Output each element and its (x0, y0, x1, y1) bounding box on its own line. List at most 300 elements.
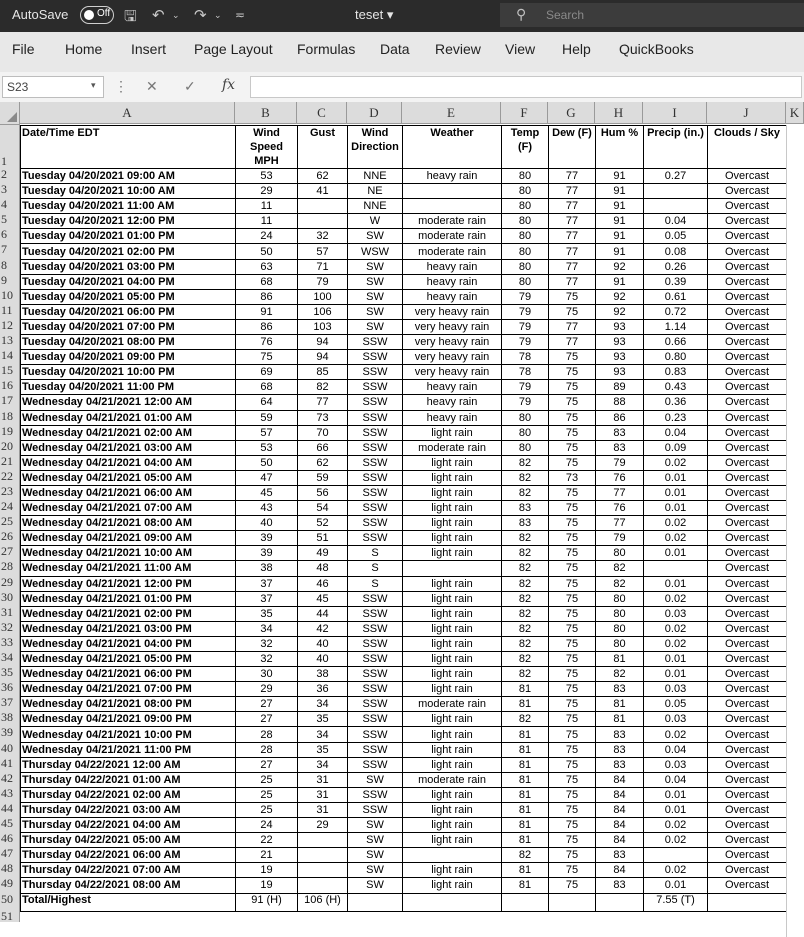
cell-wind-direction[interactable]: SW (348, 229, 403, 244)
cell-wind-direction[interactable]: SW (348, 818, 403, 833)
cell-precip[interactable]: 0.43 (644, 380, 708, 395)
cell-wind-speed[interactable]: 69 (236, 365, 298, 380)
row-header[interactable]: 18 (1, 408, 13, 423)
total-cell-precip[interactable]: 7.55 (T) (644, 893, 708, 911)
menu-file[interactable]: File (12, 41, 35, 57)
cell-wind-speed[interactable]: 53 (236, 440, 298, 455)
cell-gust[interactable]: 85 (298, 365, 348, 380)
cell-wind-speed[interactable]: 63 (236, 259, 298, 274)
cell-clouds[interactable]: Overcast (708, 863, 787, 878)
cell-precip[interactable]: 0.03 (644, 712, 708, 727)
cell-datetime[interactable]: Tuesday 04/20/2021 10:00 AM (21, 184, 236, 199)
row-header[interactable]: 23 (1, 483, 13, 498)
cell-weather[interactable] (403, 848, 502, 863)
header-cell-temp[interactable]: Temp (F) (502, 126, 549, 169)
name-box[interactable] (2, 76, 104, 98)
row-header[interactable]: 37 (1, 695, 13, 710)
cell-precip[interactable]: 0.01 (644, 546, 708, 561)
cell-wind-speed[interactable]: 19 (236, 863, 298, 878)
cell-dew[interactable]: 75 (549, 712, 596, 727)
cell-humidity[interactable]: 84 (596, 863, 644, 878)
header-cell-wind-speed[interactable]: Wind Speed MPH (236, 126, 298, 169)
total-cell-datetime[interactable]: Total/Highest (21, 893, 236, 911)
cell-clouds[interactable]: Overcast (708, 848, 787, 863)
cell-dew[interactable]: 77 (549, 259, 596, 274)
cell-wind-speed[interactable]: 37 (236, 591, 298, 606)
cell-wind-direction[interactable]: SW (348, 319, 403, 334)
cell-clouds[interactable]: Overcast (708, 335, 787, 350)
cell-precip[interactable]: 0.01 (644, 485, 708, 500)
cell-humidity[interactable]: 91 (596, 244, 644, 259)
cell-precip[interactable]: 0.09 (644, 440, 708, 455)
cell-weather[interactable]: light rain (403, 818, 502, 833)
cell-datetime[interactable]: Wednesday 04/21/2021 11:00 AM (21, 561, 236, 576)
cell-weather[interactable]: light rain (403, 682, 502, 697)
cell-weather[interactable] (403, 561, 502, 576)
cell-weather[interactable]: light rain (403, 501, 502, 516)
cell-datetime[interactable]: Tuesday 04/20/2021 02:00 PM (21, 244, 236, 259)
cell-wind-direction[interactable]: SW (348, 289, 403, 304)
cell-wind-speed[interactable]: 29 (236, 682, 298, 697)
cell-weather[interactable]: light rain (403, 757, 502, 772)
total-cell-humidity[interactable] (596, 893, 644, 911)
cell-weather[interactable]: heavy rain (403, 410, 502, 425)
cell-weather[interactable] (403, 184, 502, 199)
cell-datetime[interactable]: Wednesday 04/21/2021 01:00 AM (21, 410, 236, 425)
cell-wind-speed[interactable]: 38 (236, 561, 298, 576)
cell-dew[interactable]: 75 (549, 380, 596, 395)
cell-temp[interactable]: 80 (502, 244, 549, 259)
cell-temp[interactable]: 80 (502, 199, 549, 214)
cell-gust[interactable]: 38 (298, 667, 348, 682)
cell-datetime[interactable]: Wednesday 04/21/2021 09:00 AM (21, 531, 236, 546)
undo-icon[interactable]: ↶ (152, 7, 165, 24)
cell-weather[interactable]: light rain (403, 576, 502, 591)
cell-dew[interactable]: 75 (549, 667, 596, 682)
cell-precip[interactable]: 0.05 (644, 229, 708, 244)
cell-humidity[interactable]: 89 (596, 380, 644, 395)
row-header[interactable]: 17 (1, 393, 13, 408)
cell-temp[interactable]: 82 (502, 652, 549, 667)
cell-precip[interactable]: 0.02 (644, 621, 708, 636)
cell-wind-direction[interactable]: SW (348, 878, 403, 893)
cell-humidity[interactable]: 80 (596, 591, 644, 606)
cell-temp[interactable]: 82 (502, 591, 549, 606)
cell-wind-direction[interactable]: WSW (348, 244, 403, 259)
cell-wind-direction[interactable]: SSW (348, 440, 403, 455)
cell-wind-speed[interactable]: 35 (236, 606, 298, 621)
cell-humidity[interactable]: 92 (596, 304, 644, 319)
cell-dew[interactable]: 75 (549, 682, 596, 697)
cell-wind-speed[interactable]: 21 (236, 848, 298, 863)
cell-temp[interactable]: 81 (502, 757, 549, 772)
header-cell-clouds[interactable]: Clouds / Sky (708, 126, 787, 169)
cell-temp[interactable]: 82 (502, 621, 549, 636)
cell-gust[interactable]: 35 (298, 742, 348, 757)
row-header[interactable]: 42 (1, 770, 13, 785)
cell-gust[interactable]: 94 (298, 350, 348, 365)
cell-gust[interactable]: 41 (298, 184, 348, 199)
cell-temp[interactable]: 78 (502, 350, 549, 365)
cell-humidity[interactable]: 81 (596, 697, 644, 712)
row-header[interactable]: 13 (1, 333, 13, 348)
cell-precip[interactable]: 0.23 (644, 410, 708, 425)
cancel-icon[interactable]: ✕ (146, 78, 158, 94)
cell-weather[interactable]: moderate rain (403, 440, 502, 455)
cell-wind-direction[interactable]: SSW (348, 395, 403, 410)
cell-humidity[interactable]: 81 (596, 712, 644, 727)
cell-wind-speed[interactable]: 86 (236, 289, 298, 304)
cell-precip[interactable]: 0.02 (644, 591, 708, 606)
row-header[interactable]: 14 (1, 348, 13, 363)
cell-datetime[interactable]: Thursday 04/22/2021 01:00 AM (21, 772, 236, 787)
cell-dew[interactable]: 75 (549, 757, 596, 772)
cell-humidity[interactable]: 83 (596, 727, 644, 742)
column-header-g[interactable]: G (548, 102, 595, 124)
row-header[interactable]: 7 (1, 242, 7, 257)
cell-gust[interactable]: 49 (298, 546, 348, 561)
row-header[interactable]: 5 (1, 212, 7, 227)
cell-wind-direction[interactable]: SSW (348, 606, 403, 621)
cell-temp[interactable]: 82 (502, 576, 549, 591)
cell-gust[interactable]: 40 (298, 636, 348, 651)
row-header[interactable]: 2 (1, 167, 7, 181)
menu-insert[interactable]: Insert (131, 41, 167, 57)
cell-weather[interactable]: heavy rain (403, 274, 502, 289)
cell-precip[interactable]: 0.04 (644, 742, 708, 757)
menu-quickbooks[interactable]: QuickBooks (619, 41, 694, 57)
cell-wind-direction[interactable]: SSW (348, 455, 403, 470)
cell-dew[interactable]: 77 (549, 274, 596, 289)
cell-humidity[interactable]: 80 (596, 636, 644, 651)
cell-temp[interactable]: 81 (502, 863, 549, 878)
header-cell-gust[interactable]: Gust (298, 126, 348, 169)
cell-dew[interactable]: 77 (549, 319, 596, 334)
row-header[interactable]: 40 (1, 740, 13, 755)
cell-precip[interactable]: 0.03 (644, 757, 708, 772)
customize-toolbar-icon[interactable]: ≂ (235, 8, 246, 22)
cell-gust[interactable]: 34 (298, 697, 348, 712)
cell-temp[interactable]: 79 (502, 395, 549, 410)
row-header[interactable]: 32 (1, 619, 13, 634)
cell-wind-speed[interactable]: 24 (236, 229, 298, 244)
column-header-k[interactable]: K (786, 102, 804, 124)
cell-wind-direction[interactable]: SSW (348, 636, 403, 651)
cell-precip[interactable]: 0.05 (644, 697, 708, 712)
row-header[interactable]: 9 (1, 272, 7, 287)
cell-gust[interactable]: 52 (298, 516, 348, 531)
cell-gust[interactable]: 45 (298, 591, 348, 606)
cell-precip[interactable]: 0.01 (644, 470, 708, 485)
header-cell-weather[interactable]: Weather (403, 126, 502, 169)
cell-wind-speed[interactable]: 32 (236, 652, 298, 667)
total-cell-wind-speed[interactable]: 91 (H) (236, 893, 298, 911)
cell-clouds[interactable]: Overcast (708, 772, 787, 787)
cell-datetime[interactable]: Wednesday 04/21/2021 01:00 PM (21, 591, 236, 606)
cell-precip[interactable]: 0.39 (644, 274, 708, 289)
cell-wind-speed[interactable]: 75 (236, 350, 298, 365)
cell-weather[interactable]: light rain (403, 742, 502, 757)
cell-gust[interactable]: 34 (298, 757, 348, 772)
cell-wind-direction[interactable]: SSW (348, 531, 403, 546)
redo-icon[interactable]: ↷ (194, 7, 207, 24)
cell-gust[interactable]: 40 (298, 652, 348, 667)
cell-datetime[interactable]: Tuesday 04/20/2021 10:00 PM (21, 365, 236, 380)
cell-dew[interactable]: 75 (549, 818, 596, 833)
menu-data[interactable]: Data (380, 41, 410, 57)
cell-dew[interactable]: 75 (549, 365, 596, 380)
cell-clouds[interactable]: Overcast (708, 636, 787, 651)
cell-dew[interactable]: 77 (549, 169, 596, 184)
cell-weather[interactable]: light rain (403, 455, 502, 470)
cell-temp[interactable]: 80 (502, 410, 549, 425)
cell-precip[interactable]: 0.02 (644, 636, 708, 651)
cell-wind-direction[interactable]: SSW (348, 697, 403, 712)
cell-gust[interactable] (298, 863, 348, 878)
cell-precip[interactable]: 0.01 (644, 787, 708, 802)
cell-wind-speed[interactable]: 25 (236, 772, 298, 787)
cell-gust[interactable]: 35 (298, 712, 348, 727)
cell-datetime[interactable]: Wednesday 04/21/2021 09:00 PM (21, 712, 236, 727)
cell-gust[interactable] (298, 833, 348, 848)
cell-gust[interactable]: 56 (298, 485, 348, 500)
cell-clouds[interactable]: Overcast (708, 350, 787, 365)
cell-wind-speed[interactable]: 24 (236, 818, 298, 833)
cell-gust[interactable] (298, 199, 348, 214)
cell-dew[interactable]: 73 (549, 470, 596, 485)
cell-datetime[interactable]: Wednesday 04/21/2021 06:00 PM (21, 667, 236, 682)
cell-clouds[interactable]: Overcast (708, 742, 787, 757)
cell-temp[interactable]: 81 (502, 682, 549, 697)
cell-clouds[interactable]: Overcast (708, 561, 787, 576)
row-header[interactable]: 8 (1, 257, 7, 272)
cell-gust[interactable]: 34 (298, 727, 348, 742)
name-box-dropdown-icon[interactable]: ▾ (91, 80, 96, 90)
cell-humidity[interactable]: 91 (596, 199, 644, 214)
row-header[interactable]: 35 (1, 665, 13, 680)
cell-precip[interactable]: 0.61 (644, 289, 708, 304)
cell-wind-direction[interactable]: SW (348, 833, 403, 848)
row-header[interactable]: 34 (1, 650, 13, 664)
cell-humidity[interactable]: 83 (596, 440, 644, 455)
cell-datetime[interactable]: Tuesday 04/20/2021 01:00 PM (21, 229, 236, 244)
cell-weather[interactable]: moderate rain (403, 229, 502, 244)
cell-gust[interactable]: 66 (298, 440, 348, 455)
cell-temp[interactable]: 82 (502, 848, 549, 863)
cell-wind-direction[interactable]: NNE (348, 169, 403, 184)
row-header[interactable]: 15 (1, 363, 13, 378)
cell-humidity[interactable]: 93 (596, 319, 644, 334)
cell-humidity[interactable]: 76 (596, 470, 644, 485)
cell-datetime[interactable]: Wednesday 04/21/2021 03:00 AM (21, 440, 236, 455)
cell-datetime[interactable]: Thursday 04/22/2021 07:00 AM (21, 863, 236, 878)
menu-review[interactable]: Review (435, 41, 481, 57)
cell-humidity[interactable]: 80 (596, 546, 644, 561)
cell-precip[interactable] (644, 199, 708, 214)
cell-humidity[interactable]: 88 (596, 395, 644, 410)
cell-humidity[interactable]: 82 (596, 561, 644, 576)
row-header[interactable]: 10 (1, 287, 13, 302)
cell-wind-speed[interactable]: 29 (236, 184, 298, 199)
cell-clouds[interactable]: Overcast (708, 229, 787, 244)
more-options-icon[interactable]: ⋮ (114, 78, 128, 94)
cell-dew[interactable]: 75 (549, 606, 596, 621)
row-header[interactable]: 51 (1, 908, 13, 923)
cell-humidity[interactable]: 92 (596, 289, 644, 304)
cell-gust[interactable]: 73 (298, 410, 348, 425)
row-header[interactable]: 48 (1, 861, 13, 876)
cell-precip[interactable]: 0.02 (644, 727, 708, 742)
cell-datetime[interactable]: Wednesday 04/21/2021 04:00 PM (21, 636, 236, 651)
cell-weather[interactable]: light rain (403, 636, 502, 651)
enter-icon[interactable]: ✓ (184, 78, 196, 94)
header-cell-datetime[interactable]: Date/Time EDT (21, 126, 236, 169)
cell-datetime[interactable]: Wednesday 04/21/2021 07:00 PM (21, 682, 236, 697)
cell-precip[interactable]: 0.02 (644, 455, 708, 470)
cell-gust[interactable]: 59 (298, 470, 348, 485)
row-header[interactable]: 29 (1, 574, 13, 589)
cell-humidity[interactable]: 83 (596, 742, 644, 757)
cell-datetime[interactable]: Wednesday 04/21/2021 10:00 AM (21, 546, 236, 561)
menu-home[interactable]: Home (65, 41, 103, 57)
cell-datetime[interactable]: Tuesday 04/20/2021 04:00 PM (21, 274, 236, 289)
cell-dew[interactable]: 75 (549, 636, 596, 651)
cell-precip[interactable]: 0.83 (644, 365, 708, 380)
column-header-i[interactable]: I (643, 102, 707, 124)
cell-humidity[interactable]: 91 (596, 274, 644, 289)
row-header[interactable]: 38 (1, 710, 13, 725)
cell-wind-direction[interactable]: S (348, 561, 403, 576)
cell-gust[interactable]: 100 (298, 289, 348, 304)
cell-datetime[interactable]: Wednesday 04/21/2021 10:00 PM (21, 727, 236, 742)
cell-datetime[interactable]: Tuesday 04/20/2021 05:00 PM (21, 289, 236, 304)
cell-dew[interactable]: 75 (549, 576, 596, 591)
cell-wind-direction[interactable]: SSW (348, 470, 403, 485)
total-cell-gust[interactable]: 106 (H) (298, 893, 348, 911)
cell-gust[interactable]: 71 (298, 259, 348, 274)
cell-clouds[interactable]: Overcast (708, 667, 787, 682)
cell-precip[interactable]: 0.03 (644, 606, 708, 621)
cell-humidity[interactable]: 82 (596, 576, 644, 591)
cell-weather[interactable]: light rain (403, 531, 502, 546)
cell-temp[interactable]: 81 (502, 697, 549, 712)
menu-help[interactable]: Help (562, 41, 591, 57)
cell-wind-speed[interactable]: 27 (236, 757, 298, 772)
cell-gust[interactable]: 42 (298, 621, 348, 636)
cell-dew[interactable]: 75 (549, 863, 596, 878)
cell-weather[interactable]: very heavy rain (403, 335, 502, 350)
header-cell-wind-direction[interactable]: Wind Direction (348, 126, 403, 169)
cell-wind-speed[interactable]: 64 (236, 395, 298, 410)
row-header[interactable]: 4 (1, 197, 7, 212)
cell-weather[interactable]: heavy rain (403, 259, 502, 274)
cell-wind-direction[interactable]: SW (348, 848, 403, 863)
cell-humidity[interactable]: 80 (596, 621, 644, 636)
cell-dew[interactable]: 75 (549, 289, 596, 304)
cell-wind-speed[interactable]: 76 (236, 335, 298, 350)
cell-temp[interactable]: 80 (502, 184, 549, 199)
cell-wind-speed[interactable]: 28 (236, 742, 298, 757)
cell-clouds[interactable]: Overcast (708, 425, 787, 440)
cell-weather[interactable]: heavy rain (403, 289, 502, 304)
cell-gust[interactable]: 31 (298, 802, 348, 817)
row-header[interactable]: 6 (1, 227, 7, 242)
cell-temp[interactable]: 82 (502, 606, 549, 621)
cell-weather[interactable]: light rain (403, 485, 502, 500)
cell-humidity[interactable]: 81 (596, 652, 644, 667)
cell-temp[interactable]: 80 (502, 169, 549, 184)
cell-clouds[interactable]: Overcast (708, 214, 787, 229)
row-header[interactable]: 30 (1, 589, 13, 604)
cell-dew[interactable]: 75 (549, 742, 596, 757)
row-header[interactable]: 41 (1, 755, 13, 770)
cell-clouds[interactable]: Overcast (708, 576, 787, 591)
formula-input[interactable] (250, 76, 802, 98)
cell-clouds[interactable]: Overcast (708, 546, 787, 561)
document-title[interactable]: teset ▾ (355, 7, 394, 22)
total-cell-clouds[interactable] (708, 893, 787, 911)
select-all-button[interactable] (0, 102, 20, 125)
cell-precip[interactable]: 0.01 (644, 576, 708, 591)
cell-weather[interactable]: moderate rain (403, 772, 502, 787)
cell-wind-speed[interactable]: 53 (236, 169, 298, 184)
row-header[interactable]: 39 (1, 725, 13, 740)
cell-clouds[interactable]: Overcast (708, 440, 787, 455)
cell-dew[interactable]: 75 (549, 802, 596, 817)
cell-weather[interactable]: very heavy rain (403, 319, 502, 334)
column-header-d[interactable]: D (347, 102, 402, 124)
cell-dew[interactable]: 75 (549, 697, 596, 712)
cell-clouds[interactable]: Overcast (708, 606, 787, 621)
cell-dew[interactable]: 75 (549, 787, 596, 802)
cell-humidity[interactable]: 92 (596, 259, 644, 274)
cell-wind-speed[interactable]: 68 (236, 380, 298, 395)
cell-clouds[interactable]: Overcast (708, 727, 787, 742)
cell-temp[interactable]: 79 (502, 319, 549, 334)
cell-weather[interactable]: light rain (403, 516, 502, 531)
total-cell-temp[interactable] (502, 893, 549, 911)
cell-temp[interactable]: 83 (502, 501, 549, 516)
cell-precip[interactable]: 0.26 (644, 259, 708, 274)
cell-gust[interactable] (298, 878, 348, 893)
cell-wind-speed[interactable]: 19 (236, 878, 298, 893)
cell-precip[interactable]: 0.02 (644, 818, 708, 833)
cell-gust[interactable]: 94 (298, 335, 348, 350)
cell-humidity[interactable]: 84 (596, 818, 644, 833)
cell-weather[interactable]: light rain (403, 606, 502, 621)
cell-datetime[interactable]: Wednesday 04/21/2021 07:00 AM (21, 501, 236, 516)
cell-datetime[interactable]: Tuesday 04/20/2021 09:00 PM (21, 350, 236, 365)
cell-datetime[interactable]: Thursday 04/22/2021 03:00 AM (21, 802, 236, 817)
row-header[interactable]: 1 (1, 154, 7, 168)
cell-clouds[interactable]: Overcast (708, 184, 787, 199)
cell-gust[interactable]: 51 (298, 531, 348, 546)
cell-precip[interactable]: 0.04 (644, 425, 708, 440)
cell-humidity[interactable]: 86 (596, 410, 644, 425)
cell-temp[interactable]: 80 (502, 440, 549, 455)
cell-humidity[interactable]: 83 (596, 682, 644, 697)
cell-weather[interactable]: heavy rain (403, 169, 502, 184)
cell-humidity[interactable]: 79 (596, 455, 644, 470)
cell-datetime[interactable]: Thursday 04/22/2021 02:00 AM (21, 787, 236, 802)
cell-weather[interactable]: light rain (403, 470, 502, 485)
cell-wind-speed[interactable]: 91 (236, 304, 298, 319)
row-header[interactable]: 28 (1, 559, 13, 574)
cell-gust[interactable]: 82 (298, 380, 348, 395)
cell-humidity[interactable]: 84 (596, 802, 644, 817)
cell-gust[interactable]: 29 (298, 818, 348, 833)
row-header[interactable]: 21 (1, 453, 13, 468)
